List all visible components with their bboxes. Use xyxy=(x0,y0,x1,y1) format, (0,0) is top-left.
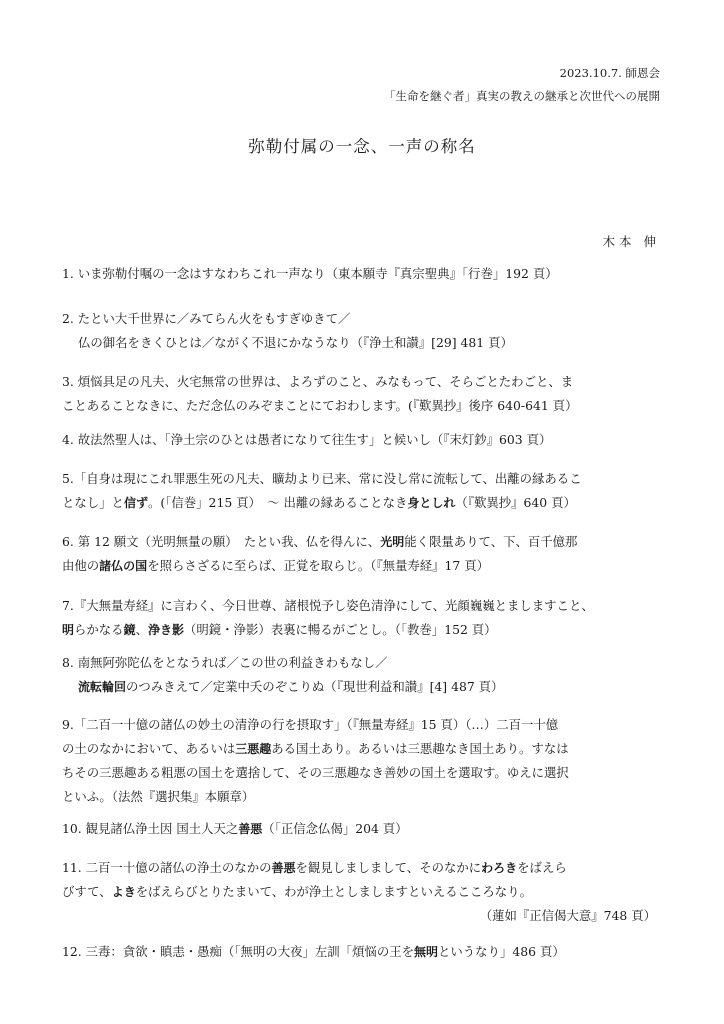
emphasis-text: 明 xyxy=(62,623,75,637)
item-line: 9.「二百一十億の諸仏の妙土の清浄の行を摂取す」（『無量寿経』15 頁）（…）二百一十億 xyxy=(62,717,559,732)
item-line: 3. 煩悩具足の凡夫、火宅無常の世界は、よろずのこと、みなもって、そらごとたわごと、ま xyxy=(62,374,574,389)
list-item-4 xyxy=(62,428,662,452)
emphasis-text: 諸仏の国 xyxy=(99,559,148,573)
item-line: となし」と信ず。(「信巻」215 頁） ～ 出離の縁あることなき身としれ（『歎異抄』640 頁） xyxy=(62,495,576,510)
list-item-12 xyxy=(62,940,662,964)
list-item-11 xyxy=(62,856,662,928)
item-line: 6. 第 12 願文（光明無量の願） たとい我、仏を得んに、光明能く限量ありて、下、百千億那 xyxy=(62,534,578,549)
author-name: 木本 伸 xyxy=(602,234,660,249)
item-line: 1. いま弥勒付嘱の一念はすなわちこれ一声なり（東本願寺『真宗聖典』「行巻」192 頁） xyxy=(62,266,558,281)
emphasis-text: 善悪 xyxy=(238,822,263,836)
list-item-7 xyxy=(62,594,662,642)
item-line: 12. 三毒：貪欲・瞋恚・愚痴（「無明の大夜」左訓「煩悩の王を無明というなり」486 頁） xyxy=(62,944,565,959)
emphasis-text: 三悪趣 xyxy=(235,742,272,756)
item-line: 由他の諸仏の国を照らさざるに至らば、正覚を取らじ。（『無量寿経』17 頁） xyxy=(62,558,490,573)
page-title: 弥勒付属の一念、一声の称名 xyxy=(248,137,476,156)
emphasis-text: 信ず xyxy=(123,496,148,510)
list-item-3 xyxy=(62,370,662,418)
item-line: 5.「自身は現にこれ罪悪生死の凡夫、曠劫より已来、常に没し常に流転して、出離の縁あるこ xyxy=(62,471,582,486)
item-line: 明らかなる鏡、浄き影（明鏡・浄影）表裏に暢るがごとし。（「教巻」152 頁） xyxy=(62,622,497,637)
item-line: 10. 観見諸仏浄土因 国土人天之善悪（「正信念仏偈」204 頁） xyxy=(62,821,408,836)
list-item-10 xyxy=(62,817,662,841)
item-line: 11. 二百一十億の諸仏の浄土のなかの善悪を観見しましまして、そのなかにわろきをばえら xyxy=(62,860,567,875)
list-item-9 xyxy=(62,713,662,809)
emphasis-text: 善悪 xyxy=(271,861,296,875)
item-line: 8. 南無阿弥陀仏をとなうれば／この世の利益きわもなし／ xyxy=(62,655,388,670)
item-line: ことあることなきに、ただ念仏のみぞまことにておわします。(『歎異抄』後序 640-641 頁） xyxy=(62,398,578,413)
emphasis-text: よき xyxy=(111,885,136,899)
item-line: 2. たとい大千世界に／みてらん火をもすぎゆきて／ xyxy=(62,311,351,326)
header-date-line: 2023.10.7. 師恩会 xyxy=(559,66,660,80)
header-subtitle: 「生命を継ぐ者」真実の教えの継承と次世代への展開 xyxy=(384,89,660,103)
emphasis-text: わろき xyxy=(481,861,518,875)
emphasis-text: 身としれ xyxy=(407,496,456,510)
list-item-1 xyxy=(62,262,662,286)
item-line: 4. 故法然聖人は、「浄土宗のひとは愚者になりて往生す」と候いし（『末灯鈔』603 頁） xyxy=(62,432,552,447)
item-line: びすて、よきをばえらびとりたまいて、わが浄土としましますといえるこころなり。 xyxy=(62,884,532,899)
item-citation: （蓮如『正信偈大意』748 頁） xyxy=(479,908,656,923)
list-item-6 xyxy=(62,530,662,578)
item-line: 仏の御名をきくひとは／ながく不退にかなうなり（『浄土和讃』[29] 481 頁） xyxy=(78,335,513,350)
emphasis-text: 浄き影 xyxy=(147,623,184,637)
item-line: ちその三悪趣ある粗悪の国土を選捨して、その三悪趣なき善妙の国土を選取す。ゆえに選択 xyxy=(62,765,569,780)
emphasis-text: 鏡 xyxy=(123,623,136,637)
item-line: といふ。（法然『選択集』本願章） xyxy=(62,789,255,804)
list-item-5 xyxy=(62,467,662,515)
emphasis-text: 無明 xyxy=(414,945,439,959)
item-line: 流転輪回のつみきえて／定業中夭のぞこりぬ（『現世利益和讃』[4] 487 頁） xyxy=(78,679,504,694)
emphasis-text: 光明 xyxy=(380,535,405,549)
list-item-8 xyxy=(62,651,662,699)
item-line: 7.『大無量寿経』に言わく、今日世尊、諸根悦予し姿色清浄にして、光顔巍巍とましますこと、 xyxy=(62,598,594,613)
item-line: の土のなかにおいて、あるいは三悪趣ある国土あり。あるいは三悪趣なき国土あり。すなは xyxy=(62,741,569,756)
emphasis-text: 流転輪回 xyxy=(78,680,127,694)
list-item-2 xyxy=(62,307,662,355)
